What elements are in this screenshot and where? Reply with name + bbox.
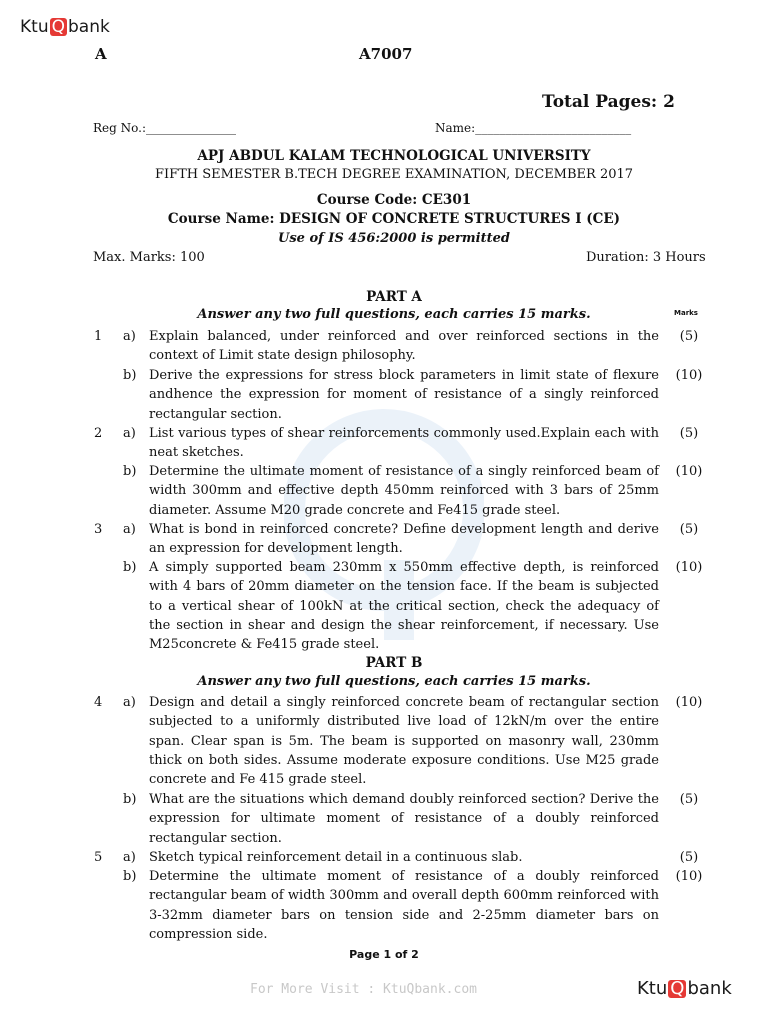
header-logo bbox=[20, 17, 110, 37]
question-text: Determine the ultimate moment of resistance of a singly reinforced beam of width 300mm and effective depth 450mm reinforced with 3 bars of 25mm diameter. Assume M20 grade concrete and Fe415 grade steel. bbox=[149, 464, 659, 518]
footer-visit-text: For More Visit : KtuQbank.com bbox=[250, 982, 477, 997]
logo-text-ktu: Ktu bbox=[637, 978, 668, 999]
total-pages: Total Pages: 2 bbox=[542, 92, 675, 112]
logo-text-ktu: Ktu bbox=[20, 17, 49, 37]
question-number: 2 bbox=[94, 426, 103, 441]
question-number: 5 bbox=[94, 850, 103, 865]
duration: Duration: 3 Hours bbox=[586, 250, 706, 265]
max-marks: Max. Marks: 100 bbox=[93, 250, 205, 265]
question-marks: (10) bbox=[675, 368, 703, 383]
question-text: Explain balanced, under reinforced and over reinforced sections in the context of Limit state design philosophy. bbox=[149, 329, 659, 364]
question-text: Determine the ultimate moment of resistance of a doubly reinforced rectangular beam of width 300mm and overall depth 600mm reinforced with 3-32mm diameter bars on tension side and 2-25mm diameter bars on compression side. bbox=[149, 869, 659, 942]
course-code: Course Code: CE301 bbox=[316, 192, 472, 208]
paper-code: A7007 bbox=[359, 45, 413, 63]
question-text: What is bond in reinforced concrete? Define development length and derive an expression for development length. bbox=[149, 522, 659, 557]
question-part: a) bbox=[123, 426, 136, 441]
question-part: a) bbox=[123, 850, 136, 865]
university-title: APJ ABDUL KALAM TECHNOLOGICAL UNIVERSITY bbox=[197, 148, 591, 164]
page-number: Page 1 of 2 bbox=[349, 948, 419, 961]
question-row bbox=[94, 693, 703, 790]
question-row bbox=[94, 366, 703, 424]
logo-text-bank: bank bbox=[67, 17, 110, 37]
question-marks: (10) bbox=[675, 464, 703, 479]
permission-note: Use of IS 456:2000 is permitted bbox=[278, 231, 510, 246]
question-part: b) bbox=[123, 869, 137, 884]
question-text: Sketch typical reinforcement detail in a continuous slab. bbox=[149, 850, 523, 865]
exam-title: FIFTH SEMESTER B.TECH DEGREE EXAMINATION, DECEMBER 2017 bbox=[154, 167, 634, 182]
question-part: b) bbox=[123, 464, 137, 479]
question-row bbox=[94, 790, 700, 848]
question-text: List various types of shear reinforcements commonly used.Explain each with neat sketches. bbox=[149, 426, 659, 461]
series-label: A bbox=[95, 45, 107, 63]
question-text: What are the situations which demand doubly reinforced section? Derive the expression for ultimate moment of resistance of a doubly reinforced rectangular section. bbox=[149, 792, 659, 846]
course-name: Course Name: DESIGN OF CONCRETE STRUCTURES I (CE) bbox=[167, 211, 621, 227]
question-marks: (10) bbox=[675, 695, 703, 710]
logo-q-badge: Q bbox=[51, 17, 65, 37]
question-row bbox=[94, 327, 700, 366]
question-part: b) bbox=[123, 792, 137, 807]
question-marks: (5) bbox=[679, 329, 699, 344]
part-a-instruction: Answer any two full questions, each carries 15 marks. bbox=[197, 307, 591, 322]
question-number: 1 bbox=[94, 329, 103, 344]
question-part: a) bbox=[123, 522, 136, 537]
question-row bbox=[94, 462, 703, 520]
question-part: a) bbox=[123, 329, 136, 344]
name-field: Name:__________________________ bbox=[435, 121, 632, 135]
question-marks: (5) bbox=[679, 426, 699, 441]
part-a-title: PART A bbox=[366, 289, 422, 305]
question-text: Derive the expressions for stress block parameters in limit state of flexure andhence the expression for moment of resistance of a singly reinforced rectangular section. bbox=[149, 368, 659, 422]
marks-column-header: Marks bbox=[674, 309, 698, 317]
question-part: b) bbox=[123, 368, 137, 383]
question-marks: (5) bbox=[679, 792, 699, 807]
question-number: 4 bbox=[94, 695, 103, 710]
question-part: b) bbox=[123, 560, 137, 575]
question-row bbox=[94, 558, 703, 654]
question-text: A simply supported beam 230mm x 550mm effective depth, is reinforced with 4 bars of 20mm diameter on the tension face. If the beam is subjected to a vertical shear of 100kN at the critical section, check the adequacy of the section in shear and design the shear reinforcement, if necessary. Use M25concrete & Fe415 grade steel. bbox=[149, 560, 659, 653]
logo-q-badge: Q bbox=[670, 978, 685, 999]
part-b-title: PART B bbox=[365, 655, 423, 671]
question-marks: (5) bbox=[679, 850, 699, 865]
part-b-instruction: Answer any two full questions, each carries 15 marks. bbox=[197, 674, 591, 689]
question-number: 3 bbox=[94, 522, 103, 537]
question-text: Design and detail a singly reinforced concrete beam of rectangular section subjected to a uniformly distributed live load of 12kN/m over the entire span. Clear span is 5m. The beam is supported on masonry wall, 230mm thick on both sides. Assume moderate exposure conditions. Use M25 grade concrete and Fe 415 grade steel. bbox=[149, 695, 659, 788]
logo-text-bank: bank bbox=[687, 978, 732, 999]
footer-logo bbox=[637, 978, 732, 999]
question-row bbox=[94, 867, 703, 942]
question-marks: (10) bbox=[675, 869, 703, 884]
question-marks: (10) bbox=[675, 560, 703, 575]
reg-no-field: Reg No.:_______________ bbox=[93, 121, 237, 135]
question-marks: (5) bbox=[679, 522, 699, 537]
question-row bbox=[94, 520, 700, 559]
question-row bbox=[94, 848, 700, 867]
question-row bbox=[94, 424, 700, 463]
question-part: a) bbox=[123, 695, 136, 710]
